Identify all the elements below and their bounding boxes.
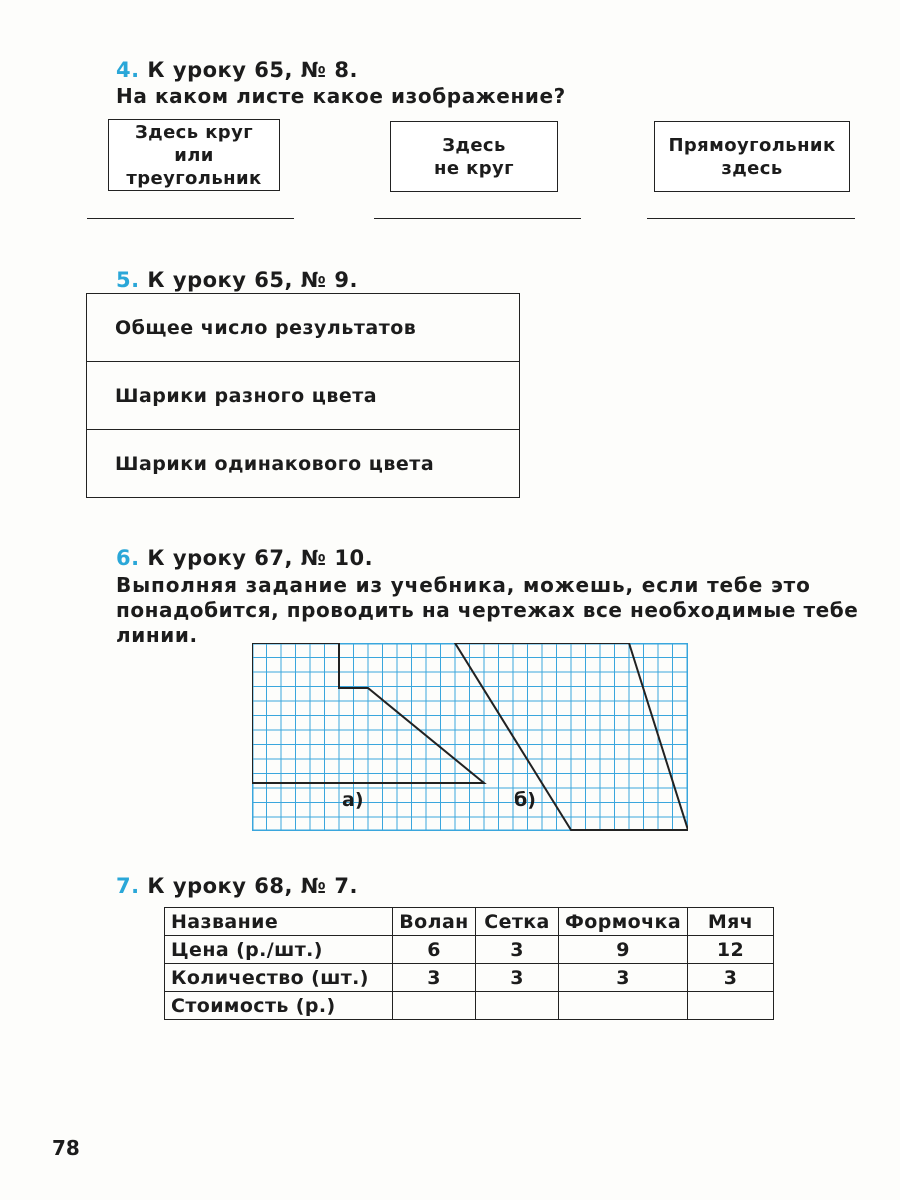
- task6-text-line2: понадобится, проводить на чертежах все необходимые тебе: [116, 598, 859, 622]
- task6-heading: [116, 546, 373, 570]
- task4-box-not-circle: [390, 121, 558, 192]
- header-name: Название: [165, 908, 393, 936]
- task4-question: На каком листе какое изображение?: [116, 84, 566, 108]
- task5-row-same-colors: Шарики одинакового цвета: [87, 430, 520, 498]
- box1-line1: Здесь круг: [134, 121, 254, 143]
- task4-heading: [116, 58, 358, 82]
- box2-line1: Здесь: [442, 134, 506, 156]
- task6-text-line3: линии.: [116, 623, 198, 647]
- cost-formochka[interactable]: [559, 992, 688, 1020]
- price-myach: 12: [688, 936, 774, 964]
- task7-price-table: [164, 907, 774, 1020]
- task5-row-different-colors: Шарики разного цвета: [87, 362, 520, 430]
- price-setka: 3: [476, 936, 559, 964]
- task7-price-row: [165, 936, 774, 964]
- box3-line1: Прямоугольник: [668, 134, 836, 156]
- task6-grid-drawing[interactable]: [252, 643, 688, 831]
- task4-number: 4.: [116, 58, 140, 82]
- task5-number: 5.: [116, 268, 140, 292]
- task5-heading-text: К уроку 65, № 9.: [147, 268, 358, 292]
- header-formochka: Формочка: [559, 908, 688, 936]
- figure-a-label: а): [342, 789, 364, 811]
- task6-heading-text: К уроку 67, № 10.: [147, 546, 374, 570]
- cost-label: Стоимость (р.): [165, 992, 393, 1020]
- header-myach: Мяч: [688, 908, 774, 936]
- task7-heading-text: К уроку 68, № 7.: [147, 874, 358, 898]
- task6-number: 6.: [116, 546, 140, 570]
- task4-box-circle-or-triangle: [108, 119, 280, 191]
- box2-line2: не круг: [434, 157, 514, 179]
- qty-myach: 3: [688, 964, 774, 992]
- header-setka: Сетка: [476, 908, 559, 936]
- price-formochka: 9: [559, 936, 688, 964]
- task4-heading-text: К уроку 65, № 8.: [147, 58, 358, 82]
- task5-row-total: Общее число результатов: [87, 294, 520, 362]
- qty-formochka: 3: [559, 964, 688, 992]
- cost-volan[interactable]: [393, 992, 476, 1020]
- box1-line3: треугольник: [126, 167, 262, 189]
- task4-answer-line-2[interactable]: [374, 218, 581, 219]
- task5-table: [86, 293, 520, 498]
- page-number: 78: [52, 1136, 80, 1160]
- task4-answer-line-1[interactable]: [87, 218, 294, 219]
- qty-label: Количество (шт.): [165, 964, 393, 992]
- task7-qty-row: [165, 964, 774, 992]
- price-label: Цена (р./шт.): [165, 936, 393, 964]
- task6-text-line1: Выполняя задание из учебника, можешь, если тебе это: [116, 573, 811, 597]
- qty-setka: 3: [476, 964, 559, 992]
- qty-volan: 3: [393, 964, 476, 992]
- cost-myach[interactable]: [688, 992, 774, 1020]
- box1-line2: или: [174, 144, 214, 166]
- box3-line2: здесь: [721, 157, 783, 179]
- task7-number: 7.: [116, 874, 140, 898]
- task7-heading: [116, 874, 358, 898]
- figure-b-label: б): [514, 789, 536, 811]
- graph-paper-grid: [252, 643, 688, 831]
- task5-heading: [116, 268, 358, 292]
- task7-cost-row: [165, 992, 774, 1020]
- price-volan: 6: [393, 936, 476, 964]
- task7-header-row: [165, 908, 774, 936]
- task4-box-rectangle: [654, 121, 850, 192]
- header-volan: Волан: [393, 908, 476, 936]
- task4-answer-line-3[interactable]: [647, 218, 855, 219]
- cost-setka[interactable]: [476, 992, 559, 1020]
